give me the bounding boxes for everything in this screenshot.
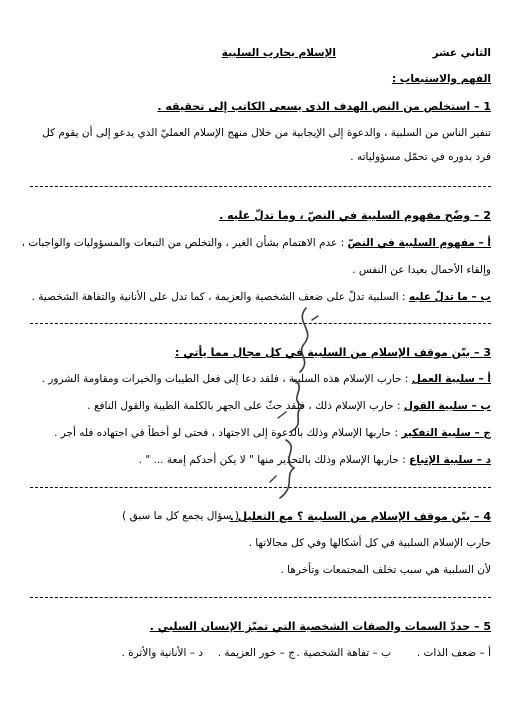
q2-part-a bbox=[22, 238, 491, 249]
q3-item-c-text: : حاربها الإسلام وذلك بالدعوة إلى الاجتهاد ، فحتى لو أخطأ في اجتهاده فله أجر . bbox=[54, 427, 402, 439]
grade-label: الثاني عشر bbox=[432, 47, 491, 59]
divider bbox=[30, 323, 491, 324]
q3-item-d bbox=[139, 455, 491, 466]
q3-item-c-label: ج – سلبية التفكير bbox=[401, 427, 491, 439]
trait-b: ب – تفاهة الشخصية . bbox=[296, 647, 391, 659]
question-2: 2 – وضّح مفهوم السلبية في النصّ ، وما تدلّ عليه . bbox=[219, 209, 491, 222]
divider bbox=[30, 597, 491, 598]
q4-note: ( سؤال يجمع كل ما سبق ) bbox=[122, 510, 239, 522]
q4-answer-line-1: حارب الإسلام السلبية في كل أشكالها وفي كل مجالاتها . bbox=[248, 537, 491, 549]
q2-part-b-label: ب – ما تدلّ عليه bbox=[408, 291, 491, 303]
q1-answer-line-1: تنفير الناس من السلبية ، والدعوة إلى الإيجابية من خلال منهج الإسلام العمليّ الذي يدعو إلى أن يقوم كل bbox=[42, 127, 491, 139]
trait-c: ج – خور العزيمة . bbox=[217, 647, 295, 659]
q2-part-a-text: : عدم الاهتمام بشأن الغير ، والتخلص من التبعات والمسؤوليات والواجبات ، bbox=[21, 237, 348, 249]
q4-answer-line-2: لأن السلبية هي سبب تخلف المجتمعات وتأخرها . bbox=[280, 564, 491, 576]
q3-item-d-text: : حاربها الإسلام وذلك بالتحذير منها " لا يكن أحدكم إمعة ... " . bbox=[138, 454, 410, 466]
q3-item-a bbox=[42, 374, 491, 385]
q3-item-b bbox=[87, 401, 491, 412]
q2-part-b bbox=[32, 292, 491, 303]
lesson-title: الإسلام يحارب السلبية bbox=[221, 47, 336, 59]
question-3: 3 – بيّن موقف الإسلام من السلبية في كل مجال مما يأتي : bbox=[175, 346, 491, 359]
q3-item-d-label: د – سلبية الإتباع bbox=[409, 454, 491, 466]
question-1: 1 – استخلص من النص الهدف الذى يسعى الكاتب إلى تحقيقه . bbox=[157, 100, 491, 113]
trait-d: د – الأنانية والأثرة . bbox=[121, 647, 203, 659]
section-heading: الفهم والاستيعاب : bbox=[391, 73, 491, 85]
q3-item-c bbox=[54, 428, 491, 439]
divider bbox=[30, 186, 491, 187]
q3-item-b-text: : حارب الإسلام ذلك ، فلقد حثّ على الجهر بالكلمة الطيبة والقول النافع . bbox=[87, 400, 404, 412]
q3-item-b-label: ب – سلبية القول bbox=[403, 400, 491, 412]
q2-part-b-text: : السلبية تدلّ على ضعف الشخصية والعزيمة ، كما تدل على الأنانية والتفاهة الشخصية . bbox=[31, 291, 409, 303]
q1-answer-line-2: فرد بدوره في تحمّل مسؤولياته . bbox=[350, 151, 491, 163]
q2-part-a-label: أ – مفهوم السلبية في النصّ bbox=[347, 237, 491, 249]
question-5: 5 – حددّ السمات والصفات الشخصية التي تميّز الإنسان السلبي . bbox=[149, 620, 491, 633]
question-4: 4 – بيّن موقف الإسلام من السلبية ؟ مع التعليل . bbox=[229, 510, 491, 523]
q3-item-a-text: : حارب الإسلام هذه السلبية ، فلقد دعا إلى فعل الطيبات والخيرات ومقاومة الشرور . bbox=[41, 373, 412, 385]
trait-a: أ – ضعف الذات . bbox=[416, 647, 491, 659]
q3-item-a-label: أ – سلبية العمل bbox=[411, 373, 491, 385]
divider bbox=[30, 487, 491, 488]
q2-part-a-cont: وإلقاء الأحمال بعيدا عن النفس . bbox=[352, 264, 491, 276]
